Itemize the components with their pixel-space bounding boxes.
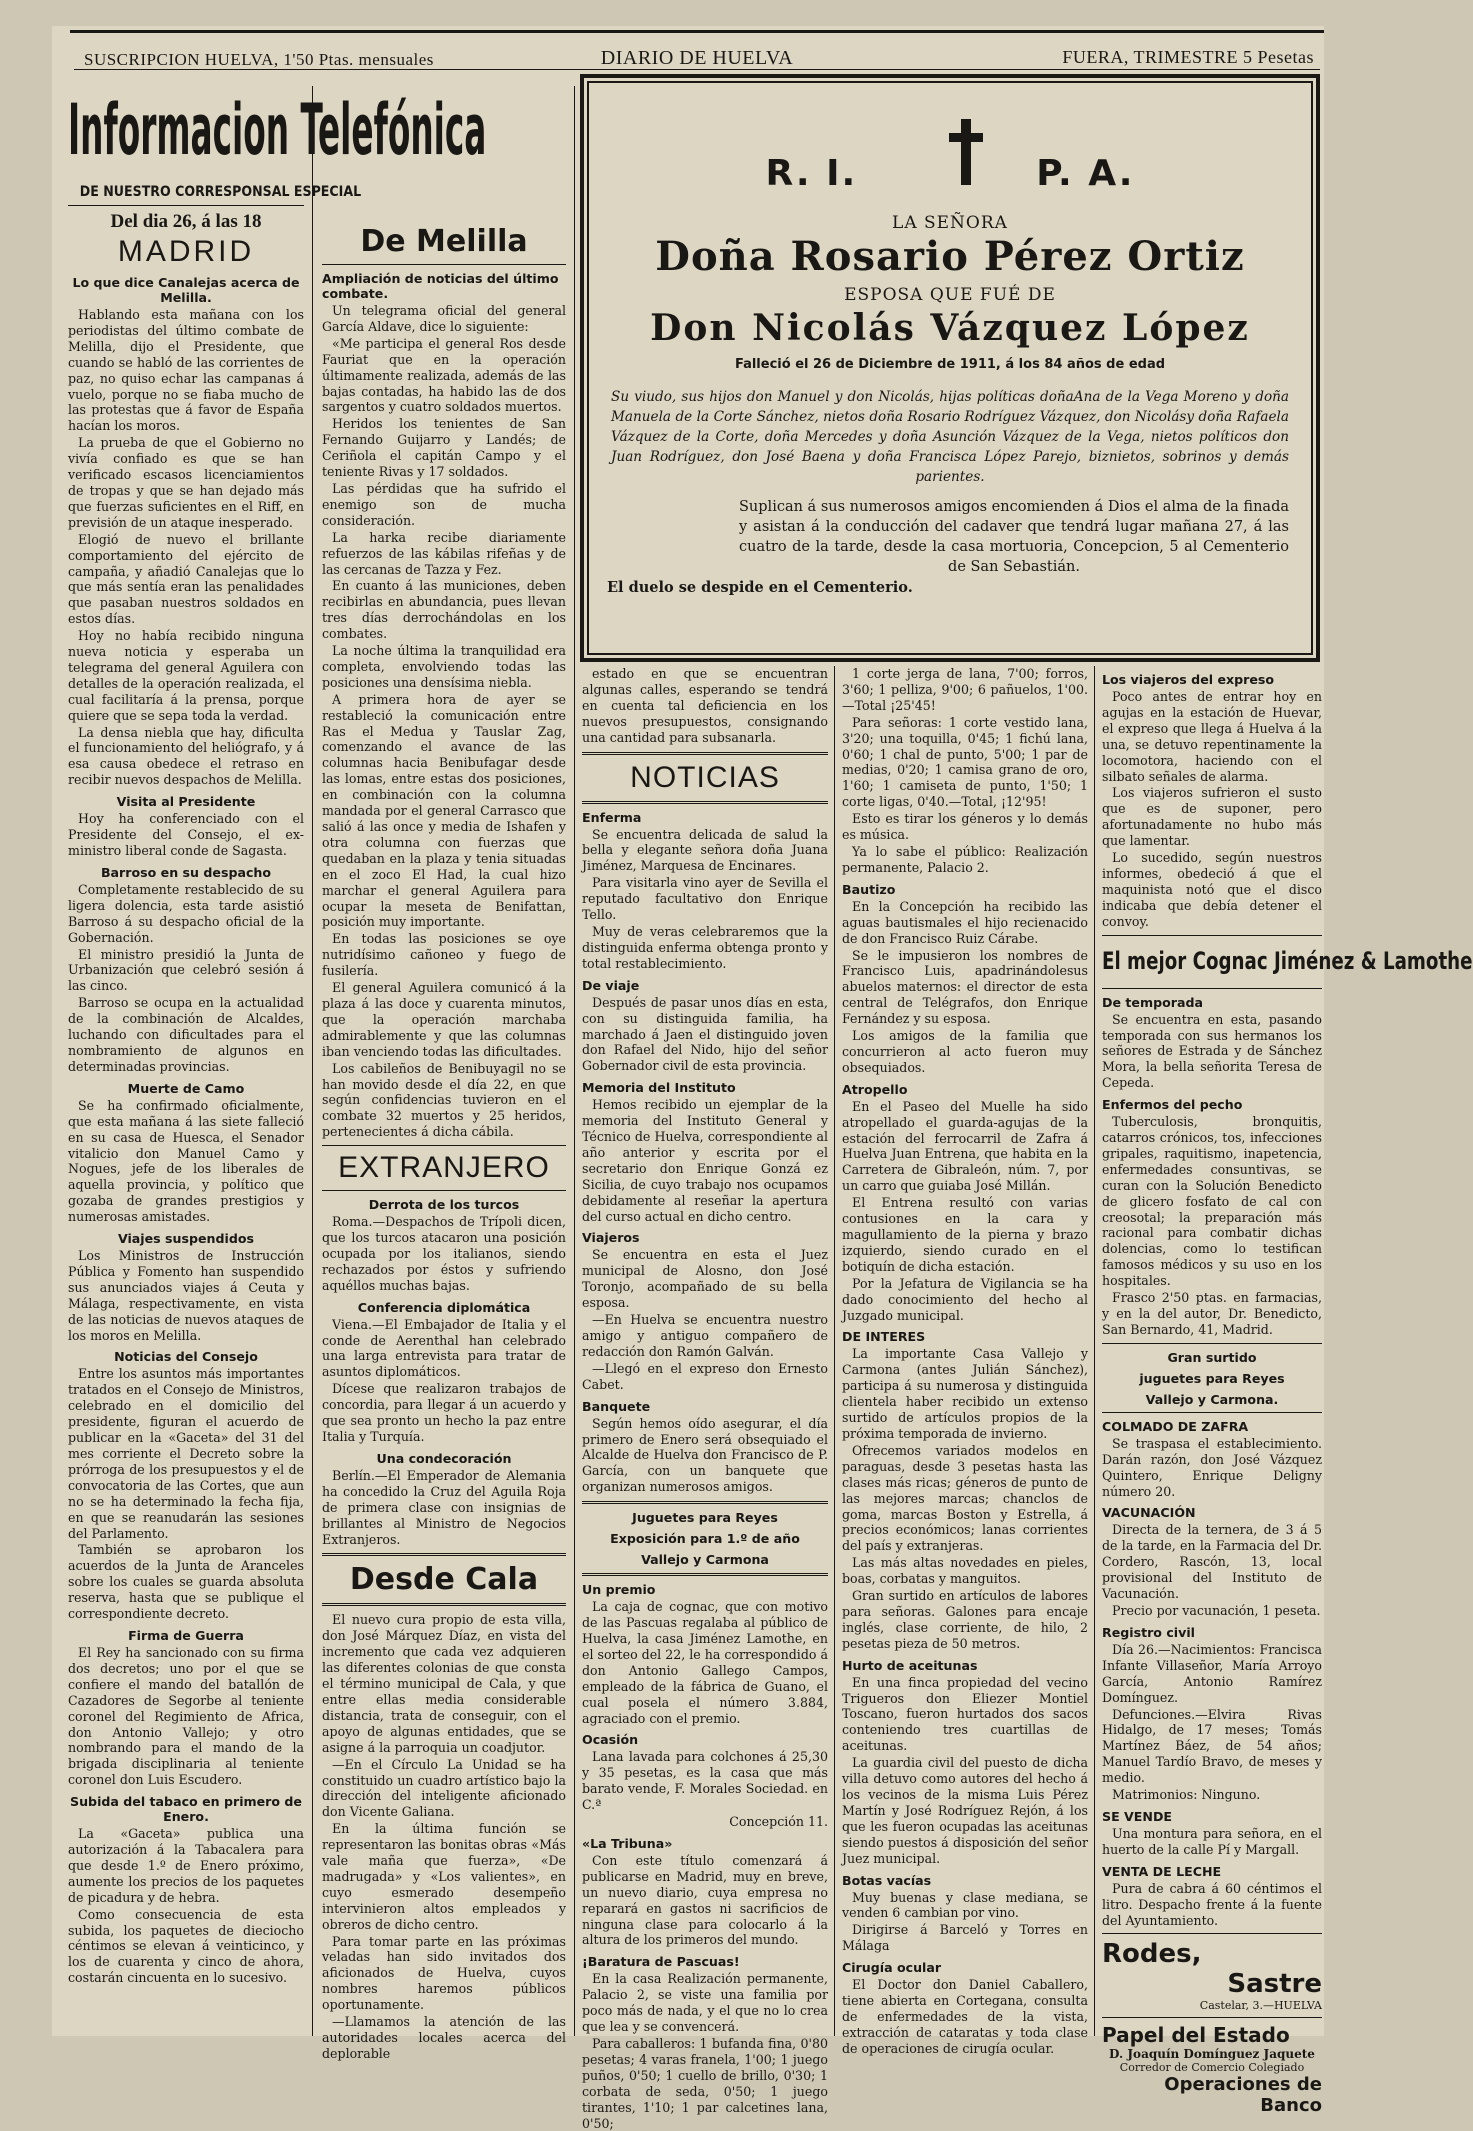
obituary-duelo: El duelo se despide en el Cementerio. — [607, 579, 913, 596]
paragraph: Se encuentra delicada de salud la bella y elegante señora doña Juana Jiménez, Marquesa de Encinares. — [582, 826, 828, 874]
paragraph: Dícese que realizaron trabajos de concordia, para llegar á un acuerdo y que sea pronto un hecho la paz entre Italia y Turquía. — [322, 1381, 566, 1444]
obituary-family: Su viudo, sus hijos don Manuel y don Nicolás, hijas políticas doñaAna de la Vega Moreno y doña Manuela de la Corte Sánchez, nietos doña Rosario Rodríguez Vázquez, don Nicolásy doña Rafaela Vázquez de la Corte, doña Mercedes y doña Asunción Vázquez de la Vega, nietos políticos don Juan Rodríguez, don José Baena y doña Francisca López Parejo, biznietos, sobrinos y demás parientes. — [611, 389, 1289, 485]
article-heading: Visita al Presidente — [116, 794, 256, 810]
obituary-ri-right: P. A. — [1036, 153, 1135, 194]
column-4 — [842, 666, 1088, 2056]
paragraph: Por la Jefatura de Vigilancia se ha dado conocimiento del hecho al Juzgado municipal. — [842, 1275, 1088, 1323]
paragraph: Para tomar parte en las próximas veladas han sido invitados dos aficionados de Huelva, cuyos nombres haremos públicos oportunamente. — [322, 1933, 566, 2013]
paragraph: Para señoras: 1 corte vestido lana, 3'20; una toquilla, 0'45; 1 fichú lana, 0'60; 1 chal de punto, 5'00; 1 par de medias, 0'20; 1 camisa grano de oro, 1'60; 1 camiseta de punto, 1'50; 1 corte ligas, 0'40.—Total, ¡12'95! — [842, 714, 1088, 810]
paragraph: El Entrena resultó con varias contusiones en la cara y magullamiento de la pierna y brazo izquierdo, siendo curado en el botiquín de dicha estación. — [842, 1195, 1088, 1274]
paragraph: Con este título comenzará á publicarse en Madrid, muy en breve, un nuevo diario, cuya empresa no reparará en gastos ni sacrificios de ninguna clase para colocarlo á la altura de los primeros del mundo. — [582, 1852, 828, 1948]
paragraph: La prueba de que el Gobierno no vivía confiado es que se han verificado escasos licenciamientos de tropas y que se han dejado más que fuerzas suficientes en el Riff, en previsión de un ataque inesperado. — [68, 435, 304, 530]
divider — [322, 1603, 566, 1606]
article-heading: Noticias del Consejo — [114, 1349, 258, 1365]
paragraph: Los cabileños de Benibuyagil no se han movido desde el día 22, en que según confidencias tuvieron en el combate 32 muertos y 25 heridos, pertenecientes á dicha cábila. — [322, 1060, 566, 1140]
divider — [322, 1190, 566, 1191]
paragraph: Hemos recibido un ejemplar de la memoria del Instituto General y Técnico de Huelva, correspondiente al año anterior y escrita por el secretario don Enrique Gonzá ez Sicilia, de cuyo trabajo nos ocupamos debidamente al reseñar la apertura del curso actual en dicho centro. — [582, 1097, 828, 1224]
divider — [68, 205, 304, 206]
obituary-husband-name: Don Nicolás Vázquez López — [650, 307, 1250, 349]
ad-rodes-name: Rodes, — [1102, 1939, 1202, 1970]
paragraph: «Me participa el general Ros desde Fauriat que en la operación últimamente realizada, además de las bajas contadas, ha habido las de dos sargentos y cuatro soldados muertos. — [322, 335, 566, 415]
paragraph: Elogió de nuevo el brillante comportamiento del ejército de campaña, y añadió Canalejas que lo que más sentía eran las penalidades que pasaban nuestros soldados en estos días. — [68, 531, 304, 627]
column-rule — [834, 666, 835, 2036]
paragraph: En la última función se representaron las bonitas obras «Más vale maña que fuerza», «De madrugada» y «Los valientes», en cuyo esmerado desempeño intervinieron altos empleados y obreros de dicho centro. — [322, 1821, 566, 1932]
paragraph: Hoy ha conferenciado con el Presidente del Consejo, el ex-ministro liberal conde de Sagasta. — [68, 811, 304, 858]
paragraph: Una montura para señora, en el huerto de la calle Pí y Margall. — [1102, 1825, 1322, 1857]
paragraph: Como consecuencia de esta subida, los paquetes de dieciocho céntimos se elevan á veinticinco, y los de cuarenta y cinco de ahora, costarán cincuenta en lo sucesivo. — [68, 1906, 304, 1986]
paragraph: La densa niebla que hay, dificulta el funcionamiento del heliógrafo, y á esa causa obedece el retraso en recibir nuevos despachos de Melilla. — [68, 724, 304, 788]
paragraph: El ministro presidió la Junta de Urbanización que celebró sesión á las cinco. — [68, 946, 304, 994]
paragraph: Heridos los tenientes de San Fernando Guijarro y Landés; de Ceriñola el capitán Campo y el teniente Rivas y 17 soldados. — [322, 416, 566, 480]
ad-line: Exposición para 1.º de año — [610, 1531, 800, 1547]
article-heading: Enferma — [582, 809, 642, 825]
paragraph: Dirigirse á Barceló y Torres en Málaga — [842, 1922, 1088, 1954]
article-heading: Muerte de Camo — [127, 1080, 245, 1096]
paragraph: El Rey ha sancionado con su firma dos decretos; uno por el que se confiere el mando del batallón de Cazadores de Segorbe al teniente coronel del Regimiento de Africa, don Antonio Vallejo; y otro nombrando para el mando de la brigada disciplinaria al teniente coronel don Luis Escudero. — [68, 1644, 304, 1788]
paragraph: Se encuentra en esta el Juez municipal de Alosno, don José Toronjo, acompañado de su bella esposa. — [582, 1247, 828, 1311]
paragraph: En la casa Realización permanente, Palacio 2, se viste una familia por poco más de nada, y el que no lo crea que lea y se convencerá. — [582, 1971, 828, 2035]
paragraph: —Llamamos la atención de las autoridades locales acerca del deplorable — [322, 2014, 566, 2061]
paragraph: Barroso se ocupa en la actualidad de la combinación de Alcaldes, luchando con dificultades para el nombramiento de algunos en determinadas provincias. — [68, 995, 304, 1074]
paragraph: Los viajeros sufrieron el susto que es de suponer, pero afortunadamente no hubo más que lamentar. — [1102, 785, 1322, 849]
newspaper-page — [52, 26, 1473, 2131]
divider — [322, 1553, 566, 1556]
article-heading: Un premio — [582, 1582, 656, 1598]
article-heading: Cirugía ocular — [842, 1960, 942, 1976]
column-rule — [312, 86, 313, 2036]
paragraph: Viena.—El Embajador de Italia y el conde de Aerenthal han celebrado una larga entrevista para tratar de asuntos diplomáticos. — [322, 1316, 566, 1380]
obituary-ri-left: R. I. — [765, 153, 858, 194]
paragraph: Concepción 11. — [729, 1814, 828, 1830]
article-heading: Conferencia diplomática — [357, 1299, 531, 1315]
top-rule — [70, 30, 1324, 33]
obituary-date: Falleció el 26 de Diciembre de 1911, á los 84 años de edad — [734, 357, 1166, 372]
article-heading: Ampliación de noticias del último combate. — [322, 271, 559, 301]
divider — [322, 1145, 566, 1146]
article-heading: DE INTERES — [842, 1329, 926, 1345]
paragraph: Entre los asuntos más importantes tratados en el Consejo de Ministros, celebrado en el domicilio del presidente, figuran el acuerdo de publicar en la «Gaceta» del 31 del mes corriente el Decreto sobre la prórroga de los presupuestos y el de convocatoria de las Cortes, que aun no se ha determinado la fecha fija, en que se reanudarán las sesiones del Parlamento. — [68, 1366, 304, 1541]
divider — [582, 801, 828, 804]
paragraph: Lo sucedido, según nuestros informes, obedeció á que el maquinista notó que el disco indicaba que debía detener el convoy. — [1102, 850, 1322, 929]
paragraph: Las pérdidas que ha sufrido el enemigo son de mucha consideración. — [322, 480, 566, 528]
column-3 — [582, 666, 828, 2131]
article-heading: VENTA DE LECHE — [1102, 1863, 1222, 1879]
city-heading: MADRID — [117, 235, 255, 268]
obituary-inner — [587, 81, 1313, 655]
divider — [1102, 1933, 1322, 1934]
ad-line: Gran surtido — [1167, 1349, 1257, 1365]
article-heading: Hurto de aceitunas — [842, 1657, 978, 1673]
article-heading: Bautizo — [842, 881, 896, 897]
paragraph: Las más altas novedades en pieles, boas, corbatas y manguitos. — [842, 1555, 1088, 1587]
paragraph: Gran surtido en artículos de labores para señoras. Galones para encaje inglés, clase corriente, de hilo, 2 pesetas pieza de 50 metros. — [842, 1588, 1088, 1651]
divider — [1102, 935, 1322, 936]
paragraph: Un telegrama oficial del general García Aldave, dice lo siguiente: — [322, 303, 566, 334]
obituary-la-senora: LA SEÑORA — [892, 213, 1008, 233]
paragraph: Muy buenas y clase mediana, se venden 6 cambian por vino. — [842, 1889, 1088, 1921]
dateline: Del dia 26, á las 18 — [110, 211, 262, 232]
paragraph: En todas las posiciones se oye nutridísimo cañoneo y fuego de fusilería. — [322, 931, 566, 979]
paragraph: Directa de la ternera, de 3 á 5 de la tarde, en la Farmacia del Dr. Cordero, Rascón, 13, local provisional del Instituto de Vacunación. — [1102, 1522, 1322, 1602]
paragraph: En el Paseo del Muelle ha sido atropellado el guarda-agujas de la estación del ferrocarril de Zafra á Huelva Juan Entrena, que habita en la Carretera de Gibraleón, núm. 7, por un carro que guiaba José Millán. — [842, 1098, 1088, 1194]
masthead-price: FUERA, TRIMESTRE 5 Pesetas — [1062, 47, 1314, 67]
ad-papel-operations: Operaciones de Banco — [1164, 2074, 1322, 2117]
paragraph: El nuevo cura propio de esta villa, don José Márquez Díaz, en vista del incremento que cada vez adquieren las diferentes colonias de que consta el término municipal de Cala, y que entre ellas media considerable distancia, trata de conseguir, con el apoyo de algunas entidades, que se asigne á la parroquia un coadjutor. — [322, 1612, 566, 1755]
paragraph: Lana lavada para colchones á 25,30 y 35 pesetas, es la casa que más barato vende, F. Morales Sociedad. en C.ª — [582, 1749, 828, 1813]
column-rule — [1094, 666, 1095, 2036]
obituary-deceased-name: Doña Rosario Pérez Ortiz — [655, 233, 1245, 280]
paragraph: Matrimonios: Ninguno. — [1112, 1787, 1261, 1803]
paragraph: La guardia civil del puesto de dicha villa detuvo como autores del hecho á los vecinos de la misma Luis Pérez Martín y José Rodríguez Rejón, á los que les fueron ocupadas las aceitunas siendo puestos á disposición del señor Juez municipal. — [842, 1755, 1088, 1866]
paragraph: A primera hora de ayer se restableció la comunicación entre Ras el Medua y Tauslar Zag, comenzando el avance de las columnas hacia Benibufagar desde las lomas, entre estas dos posiciones, en combinación con la columna mandada por el general Carrasco que salió á las once y media de Ishafen y otra columna con fuerzas que quedaban en la plaza y tenia situadas en el zoco El Had, la cual hizo marchar el general Aguilera para ocupar la meseta de Benifattan, posición muy importante. — [322, 691, 566, 930]
section-heading: NOTICIAS — [630, 760, 780, 794]
paragraph: Hablando esta mañana con los periodistas del último combate de Melilla, dijo el Presidente, que cuando se habló de las corrientes de paz, no quiso echar las campanas á vuelo, porque no se fiaba mucho de las protestas que á favor de España hacían los moros. — [68, 307, 304, 434]
paragraph: Los amigos de la familia que concurrieron al acto fueron muy obsequiados. — [842, 1028, 1088, 1075]
ad-papel-title: Papel del Estado — [1102, 2023, 1290, 2048]
paragraph: Según hemos oído asegurar, el día primero de Enero será obsequiado el Alcalde de Huelva don Francisco de P. García, con un banquete que organizan numerosos amigos. — [582, 1415, 828, 1495]
column-5 — [1102, 666, 1473, 2117]
ad-line: Vallejo y Carmona — [641, 1552, 769, 1568]
paragraph: —En el Círculo La Unidad se ha constituido un cuadro artístico bajo la dirección del inteligente aficionado don Vicente Galiana. — [322, 1756, 566, 1820]
ad-line: Vallejo y Carmona. — [1145, 1391, 1279, 1407]
article-heading: De temporada — [1102, 994, 1203, 1010]
paragraph: Se ha confirmado oficialmente, que esta mañana á las siete falleció en su casa de Huesca, el Senador vitalicio don Manuel Camo y Nogues, jefe de los liberales de aquella provincia, y político que gozaba de grandes prestigios y numerosas amistades. — [68, 1097, 304, 1225]
article-heading: ¡Baratura de Pascuas! — [582, 1954, 740, 1970]
paragraph: Defunciones.—Elvira Rivas Hidalgo, de 17 meses; Tomás Martínez Báez, de 54 años; Manuel Tardío Bravo, de meses y medio. — [1102, 1706, 1322, 1786]
divider — [582, 1573, 828, 1576]
cross-icon — [949, 119, 983, 185]
divider — [1102, 988, 1322, 989]
paragraph: Para caballeros: 1 bufanda fina, 0'80 pesetas; 4 varas franela, 1'00; 1 juego puños, 0'50; 1 cuello de brillo, 0'30; 1 corbata de seda, 0'50; 1 juego tirantes, 1'10; 1 par calcetines lana, 0'50; — [582, 2036, 828, 2131]
divider — [582, 752, 828, 755]
article-heading: Banquete — [582, 1398, 651, 1414]
column-rule — [574, 86, 575, 2036]
ad-cognac — [1102, 941, 1473, 983]
article-heading: Barroso en su despacho — [100, 864, 272, 880]
divider — [1102, 2017, 1322, 2018]
paragraph: Esto es tirar los géneros y lo demás es música. — [842, 811, 1088, 843]
ad-rodes-trade: Sastre — [1227, 1969, 1322, 2000]
paragraph: Para visitarla vino ayer de Sevilla el reputado facultativo don Enrique Tello. — [582, 875, 828, 923]
article-heading: COLMADO DE ZAFRA — [1102, 1418, 1249, 1434]
obituary-box — [580, 74, 1320, 662]
ad-papel-role: Corredor de Comercio Colegiado — [1119, 2061, 1305, 2075]
paragraph: Se encuentra en esta, pasando temporada con sus hermanos los señores de Estrada y de Sánchez Mora, la bella señorita Teresa de Cepeda. — [1102, 1011, 1322, 1091]
masthead-title: DIARIO DE HUELVA — [600, 47, 794, 69]
divider — [582, 1501, 828, 1504]
article-heading: Botas vacías — [842, 1872, 932, 1888]
paragraph: La «Gaceta» publica una autorización á la Tabacalera para que desde 1.º de Enero próximo, aumente los precios de los paquetes de picadura y de hebra. — [68, 1826, 304, 1905]
paragraph: —En Huelva se encuentra nuestro amigo y antiguo compañero de redacción don Ramón Galván. — [582, 1312, 828, 1359]
divider — [1102, 1412, 1322, 1413]
article-heading: Enfermos del pecho — [1102, 1097, 1243, 1113]
obituary-esposa: ESPOSA QUE FUÉ DE — [844, 285, 1056, 305]
paragraph: Completamente restablecido de su ligera dolencia, esta tarde asistió Barroso á su despacho oficial de la Gobernación. — [68, 881, 304, 945]
masthead — [74, 47, 1320, 70]
paragraph: En cuanto á las municiones, deben recibirlas en abundancia, pues llevan tres días derrochándolas en los combates. — [322, 578, 566, 642]
article-heading: Lo que dice Canalejas acerca de Melilla. — [72, 275, 300, 305]
section-heading: EXTRANJERO — [338, 1151, 550, 1185]
article-heading: Una condecoración — [376, 1450, 512, 1466]
paragraph: Día 26.—Nacimientos: Francisca Infante Villaseñor, María Arroyo García, Antonio Ramírez Domínguez. — [1102, 1641, 1322, 1705]
section-subtitle: DE NUESTRO CORRESPONSAL ESPECIAL — [79, 184, 362, 200]
article-heading: Memoria del Instituto — [582, 1080, 736, 1096]
paragraph: También se aprobaron los acuerdos de la Junta de Aranceles sobre los cuales se guarda absoluta reserva, hasta que se publique el correspondiente decreto. — [68, 1542, 304, 1622]
article-heading: Atropello — [842, 1081, 908, 1097]
article-heading: De viaje — [582, 977, 640, 993]
ad-line: juguetes para Reyes — [1139, 1370, 1285, 1386]
paragraph: Berlín.—El Emperador de Alemania ha concedido la Cruz del Aguila Roja de primera clase con insignias de brillantes al Ministro de Negocios Extranjeros. — [322, 1467, 566, 1547]
paragraph: estado en que se encuentran algunas calles, esperando se tendrá en cuenta tal deficiencia en los nuevos presupuestos, consignando una cantidad para subsanarla. — [582, 666, 828, 745]
divider — [322, 264, 566, 265]
masthead-subscription: SUSCRIPCION HUELVA, 1'50 Ptas. mensuales — [84, 50, 434, 69]
ad-text: El mejor Cognac Jiménez & Lamothe — [1102, 946, 1473, 975]
article-heading: Subida del tabaco en primero de Enero. — [70, 1794, 302, 1825]
article-heading: Viajes suspendidos — [117, 1231, 255, 1247]
article-heading: «La Tribuna» — [582, 1835, 673, 1851]
ad-rodes-address: Castelar, 3.—HUELVA — [1199, 1999, 1322, 2013]
paragraph: Pura de cabra á 60 céntimos el litro. Despacho frente á la fuente del Ayuntamiento. — [1102, 1880, 1322, 1928]
paragraph: La importante Casa Vallejo y Carmona (antes Julián Sánchez), participa á su numerosa y distinguida clientela haber recibido un extenso surtido de artículos propios de la próxima temporada de invierno. — [842, 1346, 1088, 1441]
paragraph: Roma.—Despachos de Trípoli dicen, que los turcos atacaron una posición ocupada por los italianos, siendo rechazados por éstos y sufriendo aquéllos muchas bajas. — [322, 1214, 566, 1293]
ad-line: Juguetes para Reyes — [632, 1510, 778, 1526]
paragraph: Frasco 2'50 ptas. en farmacias, y en la del autor, Dr. Benedicto, San Bernardo, 41, Madrid. — [1102, 1290, 1322, 1337]
paragraph: Después de pasar unos días en esta, con su distinguida familia, ha marchado á Jaen el distinguido joven don Rafael del Nido, hijo del señor Gobernador civil de esta provincia. — [582, 994, 828, 1074]
article-heading: Viajeros — [582, 1230, 640, 1246]
section-title: Informacion Telefónica — [68, 89, 487, 171]
paragraph: En la Concepción ha recibido las aguas bautismales el hijo recienacido de don Francisco Ruiz Cárabe. — [842, 898, 1088, 946]
paragraph: —Llegó en el expreso don Ernesto Cabet. — [582, 1360, 828, 1392]
article-heading: Los viajeros del expreso — [1102, 672, 1275, 687]
divider — [1102, 1343, 1322, 1344]
column-2 — [322, 224, 566, 2061]
paragraph: Ya lo sabe el público: Realización permanente, Palacio 2. — [842, 843, 1088, 875]
paragraph: El general Aguilera comunicó á la plaza á las doce y cuarenta minutos, que la operación marchaba admirablemente y que las columnas iban venciendo todas las dificultades. — [322, 980, 566, 1059]
paragraph: Tuberculosis, bronquitis, catarros crónicos, tos, infecciones gripales, raquitismo, inapetencia, enfermedades consuntivas, se curan con la Solución Benedicto de glicero fosfato de cal con creosotal; la preparación más racional para combatir dichas dolencias, como lo testifican famosos médicos y su uso en los hospitales. — [1102, 1114, 1322, 1289]
article-heading: Registro civil — [1102, 1624, 1195, 1640]
paragraph: Hoy no había recibido ninguna nueva noticia y esperaba un telegrama del general Aguilera con detalles de la operación realizada, el cual facilitaría á la prensa, porque quiere que se sepa toda la verdad. — [68, 628, 304, 723]
paragraph: Ofrecemos variados modelos en paraguas, desde 3 pesetas hasta las clases más ricas; géneros de punto de las mejores marcas; chanclos de goma, marcas Boston y Estrella, á precios económicos; lanas corrientes del país y extranjeras. — [842, 1442, 1088, 1554]
article-heading: SE VENDE — [1102, 1808, 1173, 1824]
paragraph: Precio por vacunación, 1 peseta. — [1112, 1602, 1321, 1618]
paragraph: Se le impusieron los nombres de Francisco Luis, apadrinándolesus abuelos maternos: el director de esta central de Telégrafos, don Enrique Fernández y su esposa. — [842, 947, 1088, 1027]
article-heading: Ocasión — [582, 1732, 639, 1748]
paragraph: En una finca propiedad del vecino Trigueros don Eliezer Montiel Toscano, fueron hurtados dos sacos conteniendo tres cuartillas de aceitunas. — [842, 1674, 1088, 1754]
section-header — [68, 88, 487, 180]
ad-papel-name: D. Joaquín Domínguez Jaquete — [1109, 2047, 1315, 2062]
paragraph: Muy de veras celebraremos que la distinguida enferma obtenga pronto y total restablecimiento. — [582, 923, 828, 971]
paragraph: La caja de cognac, que con motivo de las Pascuas regalaba al público de Huelva, la casa Jiménez Lamothe, en el sorteo del 22, le ha correspondido á don Antonio Gallego Campos, empleado de la fábrica de Guano, el cual posela el número 3.884, agraciado con el premio. — [582, 1599, 828, 1726]
article-heading: Derrota de los turcos — [368, 1197, 520, 1213]
obituary-request: Suplican á sus numerosos amigos encomienden á Dios el alma de la finada y asistan á la conducción del cadaver que tendrá lugar mañana 27, á las cuatro de la tarde, desde la casa mortuoria, Concepcion, 5 al Cementerio de San Sebastián. — [739, 499, 1289, 575]
paragraph: La harka recibe diariamente refuerzos de las kábilas rifeñas y de las cercanas de Tazza y Fez. — [322, 529, 566, 577]
section-title: Desde Cala — [349, 1562, 539, 1598]
paragraph: Poco antes de entrar hoy en agujas en la estación de Huevar, el expreso que llega á Huelva á la una, se detuvo repentinamente la locomotora, haciendo con el silbato señales de alarma. — [1102, 689, 1322, 784]
paragraph: Se traspasa el establecimiento. Darán razón, don José Vázquez Quintero, Enrique Deligny número 20. — [1102, 1435, 1322, 1499]
paragraph: Los Ministros de Instrucción Pública y Fomento han suspendido sus anunciados viajes á Ceuta y Málaga, respectivamente, en vista de las noticias de nuevos ataques de los moros en Melilla. — [68, 1248, 304, 1343]
paragraph: 1 corte jerga de lana, 7'00; forros, 3'60; 1 pelliza, 9'00; 6 pañuelos, 1'00.—Total ¡25'45! — [842, 666, 1088, 713]
section-title: De Melilla — [360, 224, 528, 259]
article-heading: VACUNACIÓN — [1102, 1505, 1196, 1521]
article-heading: Firma de Guerra — [128, 1627, 244, 1643]
paragraph: El Doctor don Daniel Caballero, tiene abierta en Cortegana, consulta de enfermedades de la vista, extracción de cataratas y toda clase de operaciones de cirugía ocular. — [842, 1977, 1088, 2056]
paragraph: La noche última la tranquilidad era completa, envolviendo todas las posiciones una densísima niebla. — [322, 643, 566, 690]
